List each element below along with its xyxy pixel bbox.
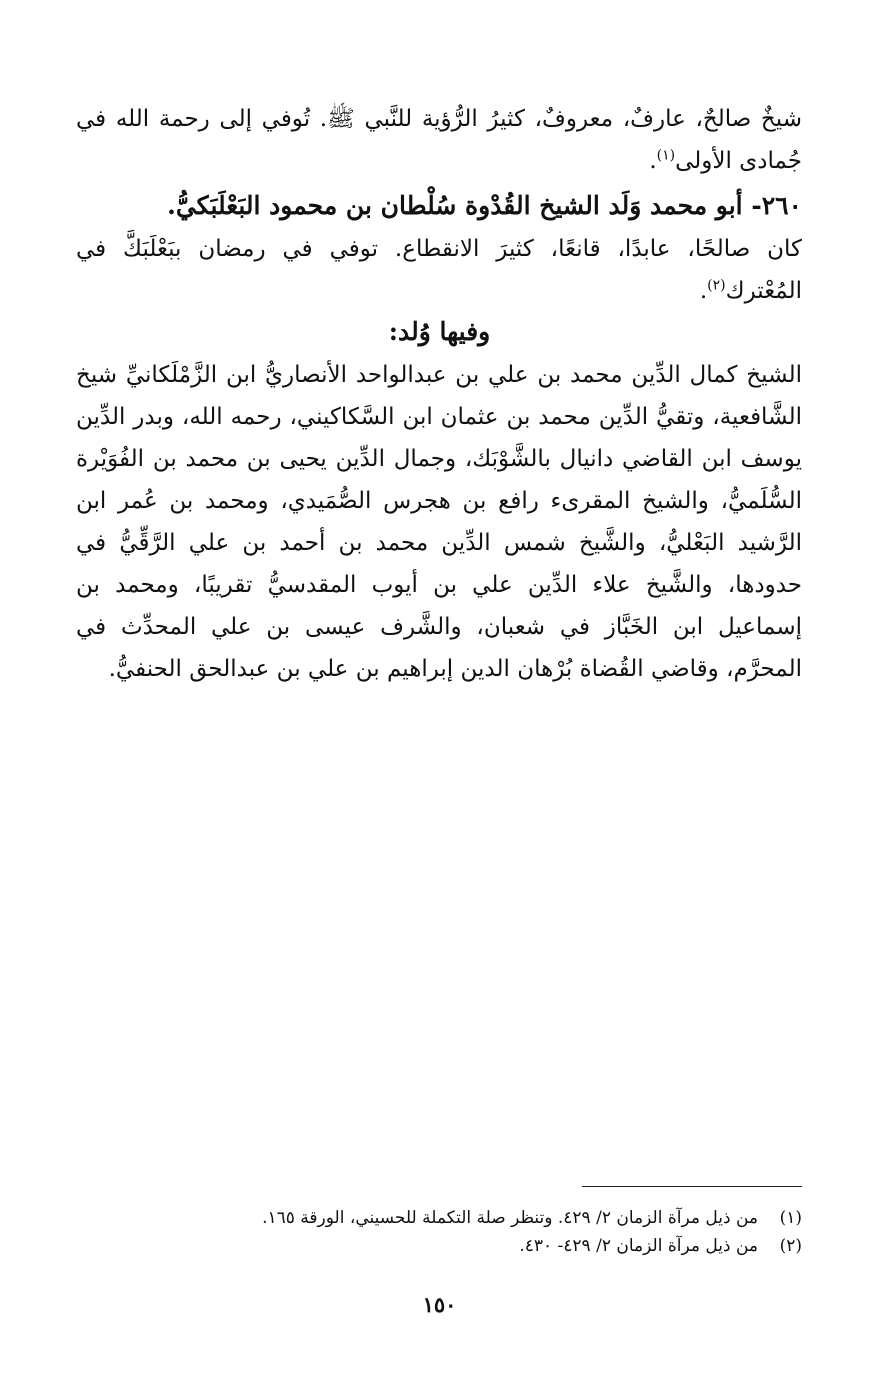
footnote-number: (١) — [779, 1208, 802, 1228]
footnote-divider — [582, 1186, 802, 1187]
entry-paragraph — [76, 228, 802, 312]
footnote-text: من ذيل مرآة الزمان ٢/ ٤٢٩. وتنظر صلة التكملة للحسيني، الورقة ١٦٥. — [262, 1208, 758, 1228]
paragraph-text: كان صالحًا، عابدًا، قانعًا، كثيرَ الانقطاع. توفي في رمضان ببَعْلَبَكَّ في المُعْترك — [76, 236, 802, 304]
births-paragraph: الشيخ كمال الدِّين محمد بن علي بن عبدالواحد الأنصاريُّ ابن الزَّمْلَكانيِّ شيخ الشَّافعية، وتقيُّ الدِّين محمد بن عثمان ابن السَّكاكيني، رحمه الله، وبدر الدِّين يوسف ابن القاضي دانيال بالشَّوْبَك، وجمال الدِّين يحيى بن محمد بن الفُوَيْرة السُّلَميُّ، والشيخ المقرىء رافع بن هجرس الصُّمَيدي، ومحمد بن عُمر ابن الرَّشيد البَعْليُّ، والشَّيخ شمس الدِّين محمد بن أحمد بن علي الرَّقِّيُّ في حدودها، والشَّيخ علاء الدِّين علي بن أيوب المقدسيُّ تقريبًا، ومحمد بن إسماعيل ابن الخَبَّاز في شعبان، والشَّرف عيسى بن علي المحدِّث في المحرَّم، وقاضي القُضاة بُرْهان الدين إبراهيم بن علي بن عبدالحق الحنفيُّ. — [76, 362, 802, 682]
footnote-number: (٢) — [779, 1236, 802, 1256]
footnotes — [76, 1204, 802, 1260]
section-heading: وفيها وُلد: — [388, 317, 491, 346]
footnote-ref-1: (١) — [656, 147, 676, 164]
footnote-ref-2: (٢) — [707, 277, 726, 294]
paragraph-continuation — [76, 98, 802, 182]
paragraph-text: شيخٌ صالحٌ، عارفٌ، معروفٌ، كثيرُ الرُّؤية للنَّبي ﷺ. تُوفي إلى رحمة الله في جُمادى الأولى — [76, 106, 802, 174]
entry-title: ٢٦٠- أبو محمد وَلَد الشيخ القُدْوة سُلْطان بن محمود البَعْلَبَكيُّ. — [167, 191, 802, 220]
paragraph-end: . — [699, 278, 708, 304]
page-number: ١٥٠ — [422, 1292, 457, 1317]
footnote-text: من ذيل مرآة الزمان ٢/ ٤٢٩- ٤٣٠. — [519, 1236, 758, 1256]
footnote-2 — [76, 1232, 802, 1260]
footnote-1 — [76, 1204, 802, 1232]
paragraph-end: . — [649, 148, 657, 174]
